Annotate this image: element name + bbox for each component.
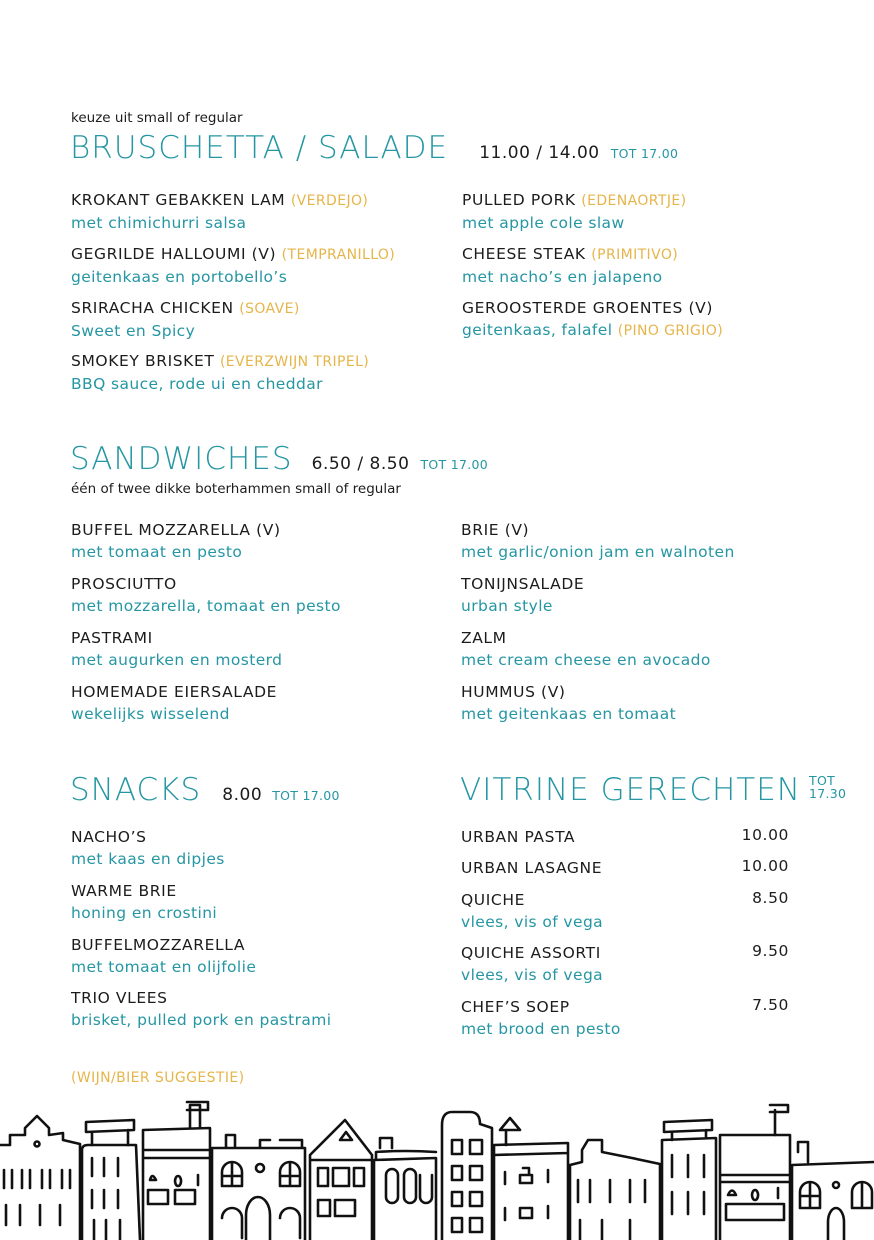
section-until: TOT 17.00 (420, 457, 489, 472)
wine-suggestion: (TEMPRANILLO) (281, 247, 396, 263)
item-description: met brood en pesto (461, 1020, 621, 1038)
item-description: wekelijks wisselend (71, 705, 230, 723)
until-time: 17.30 (809, 786, 847, 801)
menu-item (461, 627, 851, 671)
item-description: met mozzarella, tomaat en pesto (71, 597, 341, 615)
item-description: met tomaat en olijfolie (71, 958, 257, 976)
menu-item (71, 681, 461, 725)
item-name: CHEF’S SOEP (461, 998, 570, 1016)
item-price: 9.50 (752, 942, 789, 960)
item-description: Sweet en Spicy (71, 322, 196, 340)
bruschetta-note: keuze uit small of regular (71, 110, 243, 126)
menu-item (71, 297, 461, 342)
wine-suggestion: (EDENAORTJE) (581, 193, 687, 209)
item-name: BRIE (V) (461, 521, 530, 539)
item-description: honing en crostini (71, 904, 218, 922)
menu-item (71, 573, 461, 617)
item-price: 10.00 (741, 826, 789, 844)
item-description: vlees, vis of vega (461, 966, 604, 984)
menu-item (71, 826, 461, 870)
wine-suggestion: (PINO GRIGIO) (617, 323, 724, 339)
item-description: met nacho’s en jalapeno (462, 268, 663, 286)
sandwiches-note: één of twee dikke boterhammen small of regular (71, 481, 401, 497)
menu-item (461, 826, 789, 848)
section-title: VITRINE GERECHTEN (460, 772, 802, 808)
menu-item (461, 857, 789, 879)
menu-item (461, 996, 789, 1040)
item-name: NACHO’S (71, 828, 147, 846)
item-name: GEGRILDE HALLOUMI (V) (71, 245, 277, 263)
menu-item (461, 942, 789, 986)
item-name: SRIRACHA CHICKEN (71, 299, 234, 317)
menu-item (462, 297, 852, 342)
item-name: BUFFELMOZZARELLA (71, 936, 246, 954)
item-name: TRIO VLEES (71, 989, 168, 1007)
bruschetta-header (70, 131, 678, 165)
item-name: SMOKEY BRISKET (71, 352, 215, 370)
item-description: met apple cole slaw (462, 214, 625, 232)
item-name: HUMMUS (V) (461, 683, 566, 701)
wine-suggestion: (PRIMITIVO) (591, 247, 679, 263)
item-description: met chimichurri salsa (71, 214, 247, 232)
item-name: WARME BRIE (71, 882, 177, 900)
item-name: QUICHE ASSORTI (461, 944, 601, 962)
section-until: TOT 17.00 (272, 788, 340, 803)
menu-item (461, 889, 789, 933)
menu-item (71, 189, 461, 234)
section-until: TOT 17.00 (610, 146, 679, 161)
item-name: KROKANT GEBAKKEN LAM (71, 191, 286, 209)
snacks-header (70, 773, 340, 807)
menu-item (462, 189, 852, 234)
section-title: BRUSCHETTA / SALADE (70, 130, 449, 166)
section-until (809, 774, 846, 800)
item-name: URBAN PASTA (461, 828, 576, 846)
section-title: SNACKS (70, 772, 202, 808)
menu-item (461, 573, 851, 617)
item-description: geitenkaas en portobello’s (71, 268, 288, 286)
item-description: urban style (461, 597, 553, 615)
section-price: 8.00 (222, 785, 263, 805)
wine-beer-legend: (WIJN/BIER SUGGESTIE) (71, 1070, 245, 1086)
section-price: 11.00 / 14.00 (479, 143, 600, 163)
item-description: geitenkaas, falafel (462, 321, 613, 339)
menu-item (71, 519, 461, 563)
menu-item (461, 519, 851, 563)
section-title: SANDWICHES (70, 441, 293, 477)
item-name: GEROOSTERDE GROENTES (V) (462, 299, 713, 317)
item-name: URBAN LASAGNE (461, 859, 603, 877)
item-description: met augurken en mosterd (71, 651, 283, 669)
menu-item (462, 243, 852, 288)
item-name: ZALM (461, 629, 507, 647)
item-price: 7.50 (752, 996, 789, 1014)
item-description: met garlic/onion jam en walnoten (461, 543, 735, 561)
item-name: QUICHE (461, 891, 525, 909)
item-name: CHEESE STEAK (462, 245, 586, 263)
wine-suggestion: (SOAVE) (239, 301, 300, 317)
section-price: 6.50 / 8.50 (311, 454, 410, 474)
item-description: met geitenkaas en tomaat (461, 705, 677, 723)
menu-item (71, 627, 461, 671)
item-description: vlees, vis of vega (461, 913, 604, 931)
menu-item (71, 350, 461, 395)
item-price: 8.50 (752, 889, 789, 907)
item-description: met kaas en dipjes (71, 850, 225, 868)
menu-item (71, 243, 461, 288)
item-description: brisket, pulled pork en pastrami (71, 1011, 332, 1029)
menu-item (71, 934, 461, 978)
item-name: PULLED PORK (462, 191, 576, 209)
item-description: met cream cheese en avocado (461, 651, 711, 669)
vitrine-header (460, 773, 846, 807)
item-name: BUFFEL MOZZARELLA (V) (71, 521, 281, 539)
wine-suggestion: (EVERZWIJN TRIPEL) (219, 354, 370, 370)
item-price: 10.00 (741, 857, 789, 875)
menu-item (461, 681, 851, 725)
wine-suggestion: (VERDEJO) (290, 193, 369, 209)
sandwiches-header (70, 442, 488, 476)
item-description: BBQ sauce, rode ui en cheddar (71, 375, 323, 393)
item-name: HOMEMADE EIERSALADE (71, 683, 278, 701)
menu-item (71, 880, 461, 924)
canal-houses-illustration (0, 1100, 874, 1240)
item-name: PASTRAMI (71, 629, 153, 647)
item-name: TONIJNSALADE (461, 575, 585, 593)
menu-item (71, 987, 461, 1031)
item-name: PROSCIUTTO (71, 575, 177, 593)
until-label: TOT (809, 773, 836, 788)
item-description: met tomaat en pesto (71, 543, 243, 561)
